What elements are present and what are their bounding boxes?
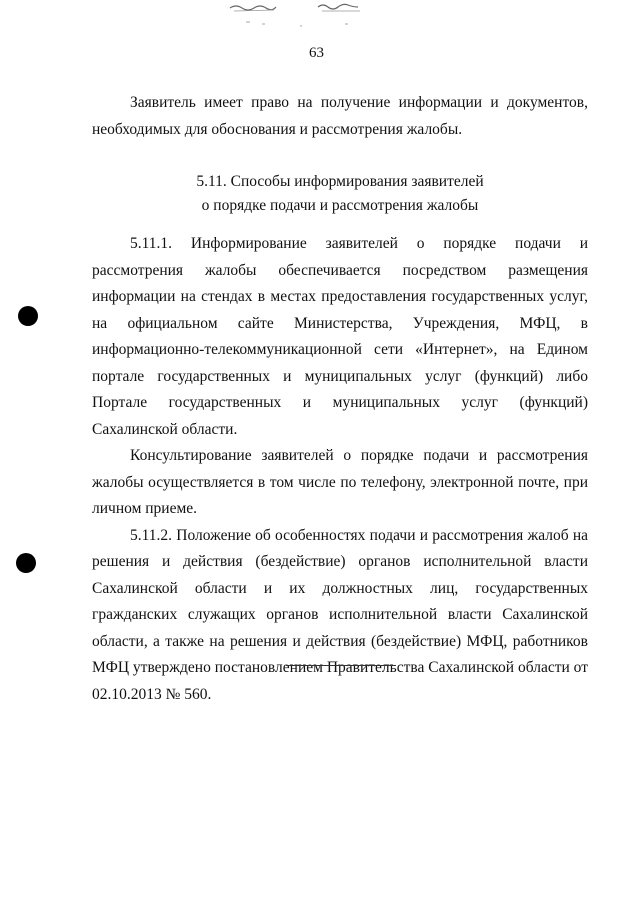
punch-hole [18,306,38,326]
intro-block [92,90,588,143]
intro-paragraph: Заявитель имеет право на получение информации и документов, необходимых для обоснования и рассмотрения жалобы. [92,94,588,138]
section-title-line-1: 5.11. Способы информирования заявителей [196,173,484,190]
section-heading [92,170,588,218]
separator-line [286,665,396,666]
page-number: 63 [309,45,324,61]
punch-hole [16,553,36,573]
scan-artifacts [0,2,633,32]
paragraph-consulting: Консультирование заявителей о порядке подачи и рассмотрения жалобы осуществляется в том числе по телефону, электронной почте, при личном приеме. [92,447,588,517]
paragraph-5-11-1: 5.11.1. Информирование заявителей о порядке подачи и рассмотрения жалобы обеспечивается посредством размещения информации на стендах в местах предоставления государственных услуг, на официальном сайте Министерства, Учреждения, МФЦ, в информационно-телекоммуникационной сети «Интернет», на Едином портале государственных и муниципальных услуг (функций) либо Портале государственных и муниципальных услуг (функций) Сахалинской области. [92,235,588,438]
section-body [92,231,588,708]
section-title-line-2: о порядке подачи и рассмотрения жалобы [201,197,479,214]
paragraph-5-11-2: 5.11.2. Положение об особенностях подачи и рассмотрения жалоб на решения и действия (бездействие) органов исполнительной власти Сахалинской области и их должностных лиц, государственных гражданских служащих органов исполнительной власти Сахалинской области, а также на решения и действия (бездействие) МФЦ, работников МФЦ утверждено постановлением Правительства Сахалинской области от 02.10.2013 № 560. [92,526,588,703]
